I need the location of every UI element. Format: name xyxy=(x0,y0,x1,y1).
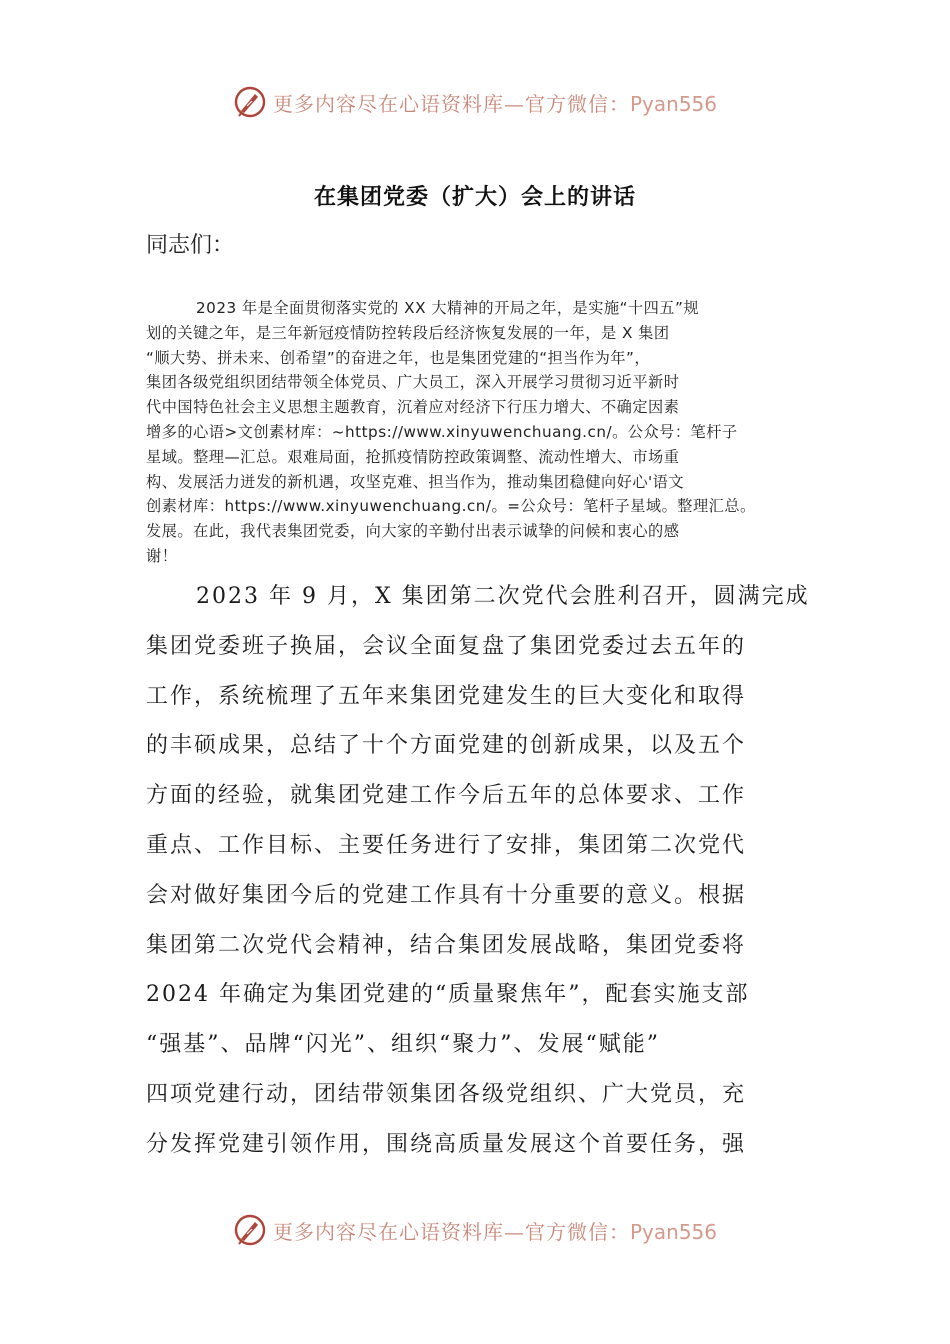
body-line: 2024 年确定为集团党建的“质量聚焦年”，配套实施支部 xyxy=(146,982,750,1008)
body-line: 会对做好集团今后的党建工作具有十分重要的意义。根据 xyxy=(146,882,747,908)
intro-line: 增多的心语>文创素材库：~https://www.xinyuwenchuang.cn/。公众号：笔杆子 xyxy=(146,422,738,441)
body-paragraph xyxy=(146,572,826,1170)
body-line: 集团第二次党代会精神，结合集团发展战略，集团党委将 xyxy=(146,932,747,958)
intro-paragraph xyxy=(146,296,810,569)
intro-line: 代中国特色社会主义思想主题教育，沉着应对经济下行压力增大、不确定因素 xyxy=(146,398,680,417)
body-line: 四项党建行动，团结带领集团各级党组织、广大党员，充 xyxy=(146,1081,747,1107)
intro-line: 谢！ xyxy=(146,546,178,565)
quill-pen-circle-icon xyxy=(233,85,267,119)
body-line: 的丰硕成果，总结了十个方面党建的创新成果，以及五个 xyxy=(146,733,747,759)
body-line: 重点、工作目标、主要任务进行了安排，集团第二次党代 xyxy=(146,832,747,858)
watermark-text: 更多内容尽在心语资料库—官方微信：Pyan556 xyxy=(272,91,717,116)
body-line: 方面的经验，就集团党建工作今后五年的总体要求、工作 xyxy=(146,783,747,809)
intro-line: 2023 年是全面贯彻落实党的 XX 大精神的开局之年，是实施“十四五”规 xyxy=(196,299,700,317)
body-line: 分发挥党建引领作用，围绕高质量发展这个首要任务，强 xyxy=(146,1131,747,1157)
watermark-banner-bottom xyxy=(0,1208,950,1252)
intro-line: “顺大势、拼未来、创希望”的奋进之年，也是集团党建的“担当作为年”， xyxy=(146,348,651,367)
body-line: 集团党委班子换届，会议全面复盘了集团党委过去五年的 xyxy=(146,633,747,659)
intro-line: 划的关键之年，是三年新冠疫情防控转段后经济恢复发展的一年，是 X 集团 xyxy=(146,323,670,342)
intro-line: 星域。整理—汇总。艰难局面，抢抓疫情防控政策调整、流动性增大、市场重 xyxy=(146,447,680,466)
watermark-banner-top xyxy=(0,80,950,124)
intro-line: 发展。在此，我代表集团党委，向大家的辛勤付出表示诚挚的问候和衷心的感 xyxy=(146,522,680,541)
body-line: 工作，系统梳理了五年来集团党建发生的巨大变化和取得 xyxy=(146,683,747,709)
intro-line: 创素材库：https://www.xinyuwenchuang.cn/。=公众号：笔杆子星域。整理汇总。 xyxy=(146,497,756,516)
body-line: 2023 年 9 月，X 集团第二次党代会胜利召开，圆满完成 xyxy=(196,584,810,609)
intro-line: 集团各级党组织团结带领全体党员、广大员工，深入开展学习贯彻习近平新时 xyxy=(146,373,680,392)
intro-line: 构、发展活力迸发的新机遇，攻坚克难、担当作为，推动集团稳健向好心'语文 xyxy=(146,472,685,491)
quill-pen-circle-icon xyxy=(233,1213,267,1247)
salutation: 同志们： xyxy=(146,233,235,258)
document-title: 在集团党委（扩大）会上的讲话 xyxy=(313,185,636,210)
watermark-text: 更多内容尽在心语资料库—官方微信：Pyan556 xyxy=(272,1219,717,1244)
body-line: “强基”、品牌“闪光”、组织“聚力”、发展“赋能” xyxy=(146,1032,660,1058)
